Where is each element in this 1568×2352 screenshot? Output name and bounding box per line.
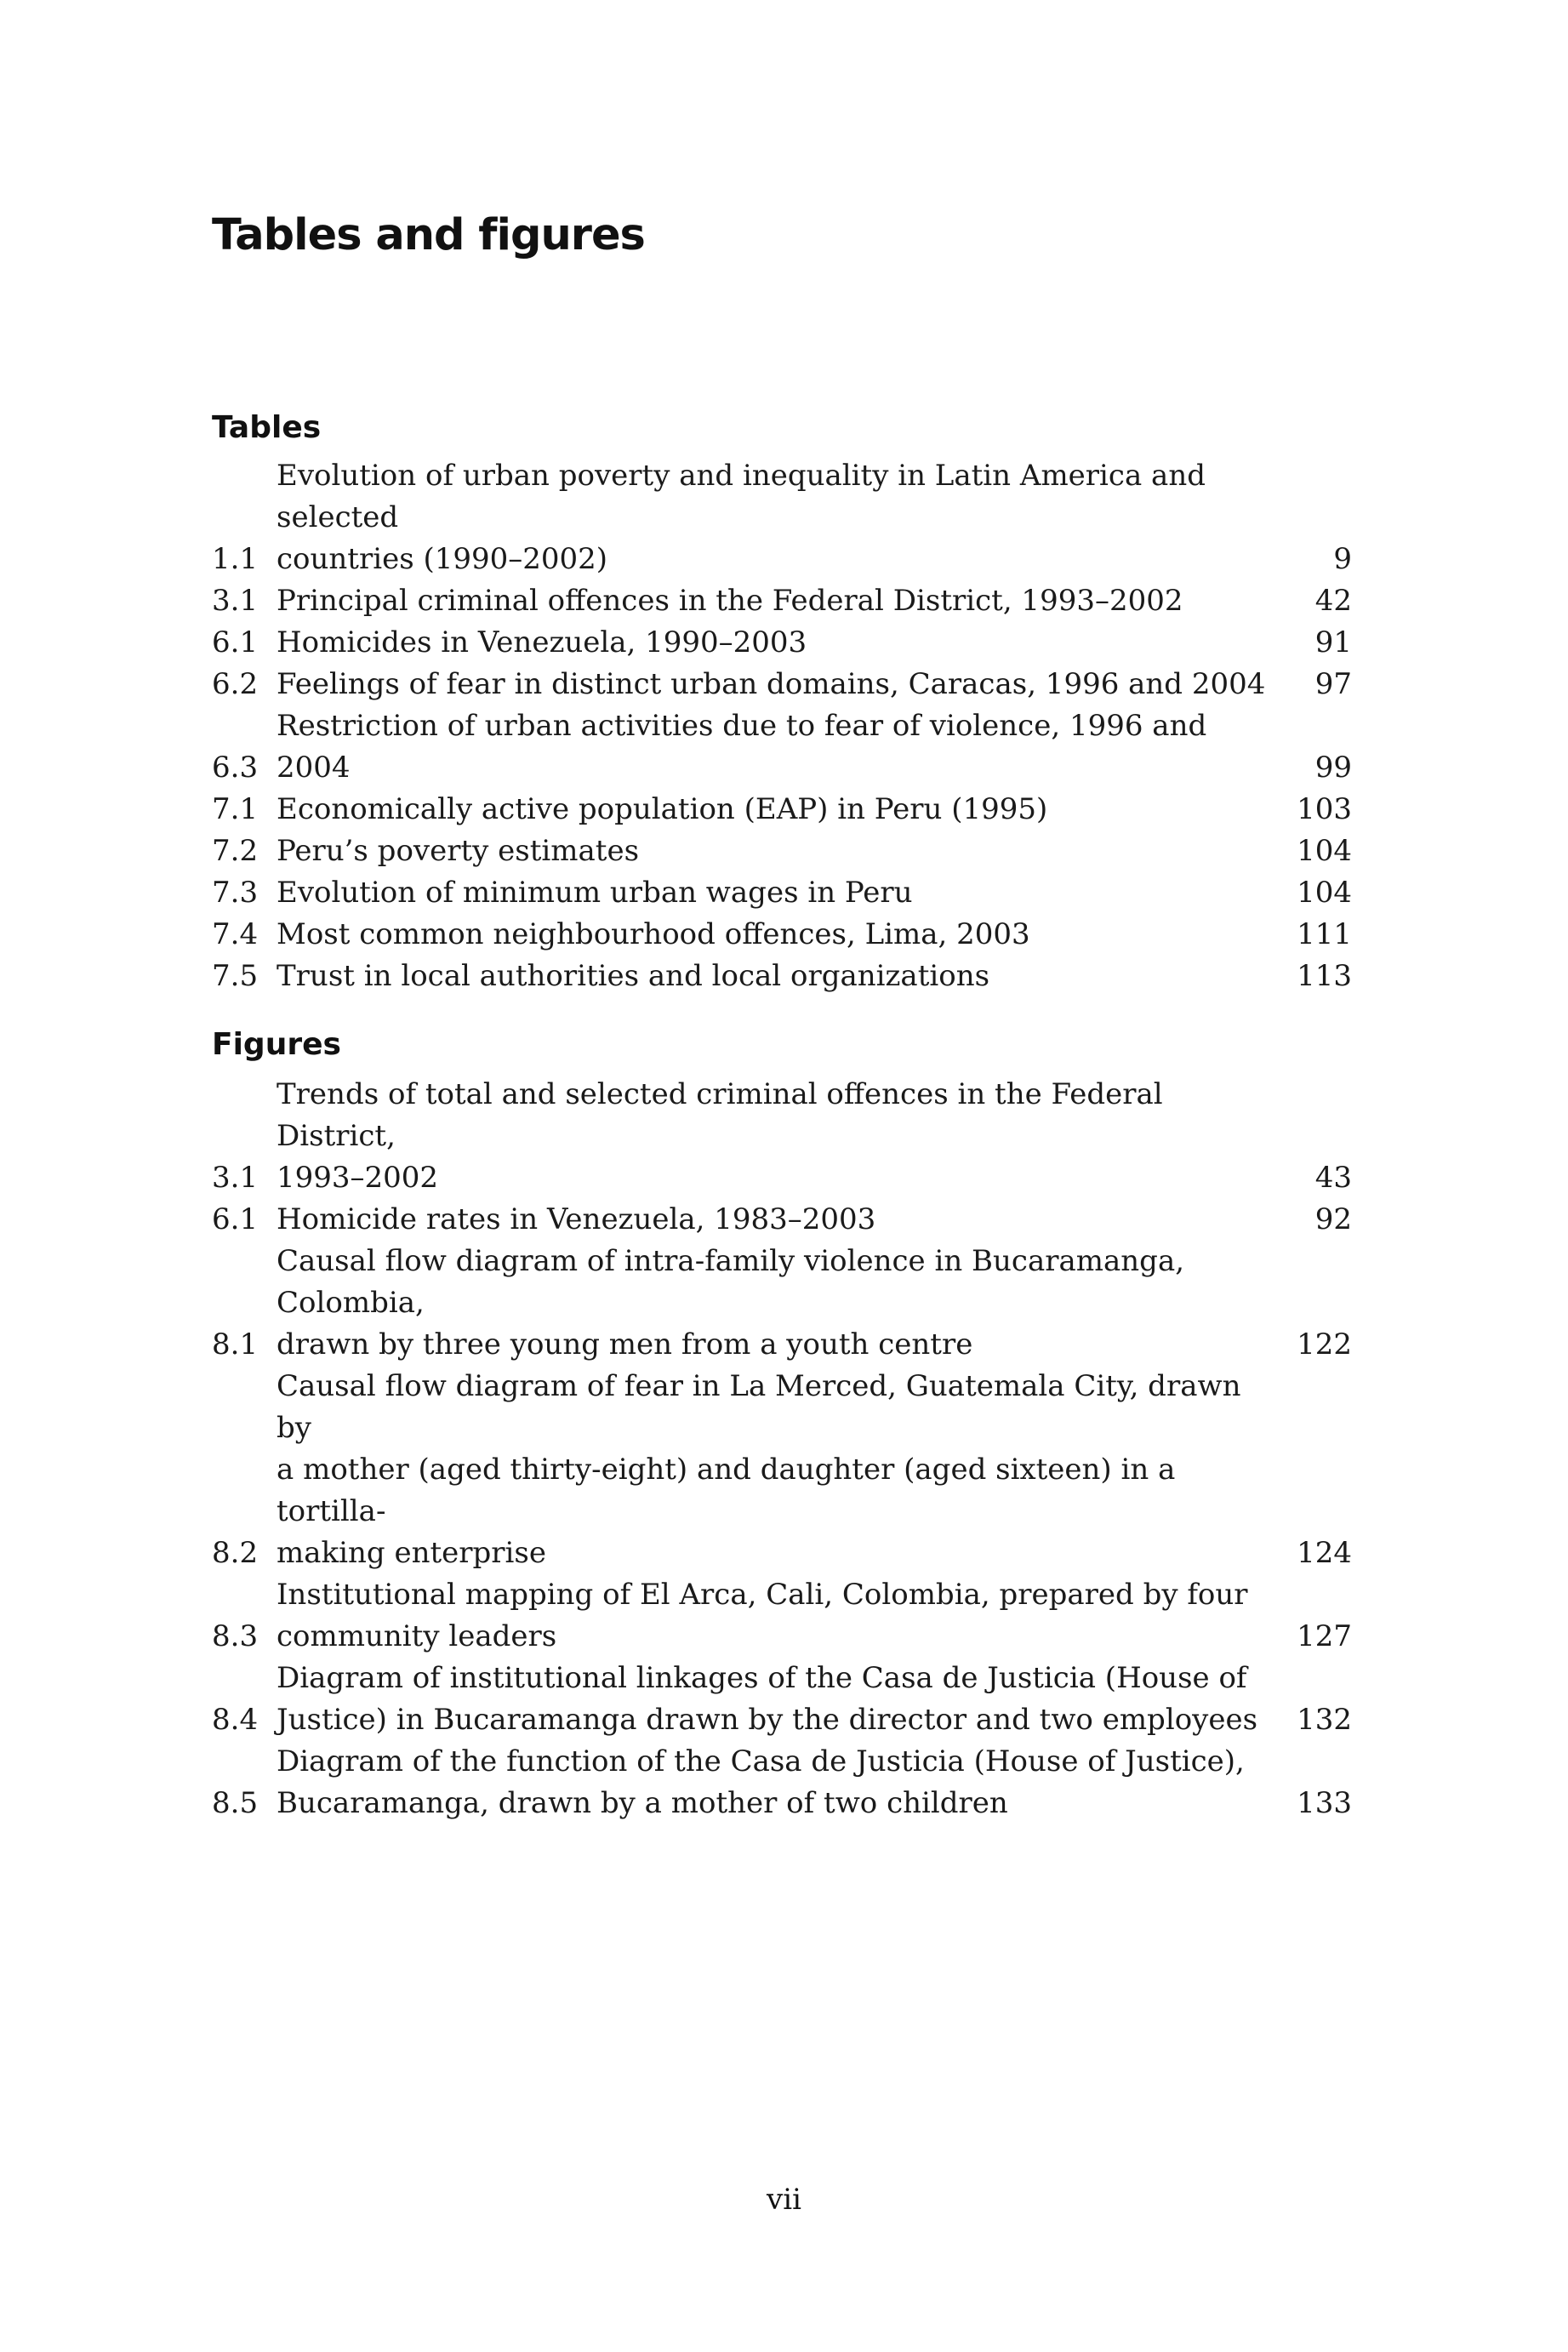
entry-number: 8.4 xyxy=(212,1703,259,1737)
figures-list xyxy=(212,1074,1352,1824)
list-item xyxy=(212,705,1352,789)
entry-title-line: a mother (aged thirty-eight) and daughter (aged sixteen) in a tortilla- xyxy=(277,1453,1176,1528)
entry-title-line: Principal criminal offences in the Federal District, 1993–2002 xyxy=(277,584,1183,618)
entry-title xyxy=(277,664,1292,705)
entry-title-line: Diagram of institutional linkages of the Casa de Justicia (House of xyxy=(277,1661,1247,1695)
entry-title xyxy=(277,914,1292,956)
entry-title-line: making enterprise xyxy=(277,1536,546,1570)
entry-title-line: Evolution of urban poverty and inequality in Latin America and selected xyxy=(277,459,1206,534)
entry-title-line: Homicides in Venezuela, 1990–2003 xyxy=(277,625,807,659)
list-item xyxy=(212,1741,1352,1824)
list-item xyxy=(212,1658,1352,1741)
tables-heading: Tables xyxy=(212,410,322,445)
entry-page-number: 132 xyxy=(1297,1703,1352,1737)
entry-page-number: 124 xyxy=(1297,1536,1352,1570)
list-item xyxy=(212,455,1352,580)
entry-title-line: Homicide rates in Venezuela, 1983–2003 xyxy=(277,1202,876,1236)
list-item xyxy=(212,831,1352,872)
entry-title-line: Justice) in Bucaramanga drawn by the director and two employees xyxy=(277,1703,1258,1737)
entry-title xyxy=(277,455,1292,580)
entry-title xyxy=(277,705,1292,789)
entry-title-line: Causal flow diagram of fear in La Merced, Guatemala City, drawn by xyxy=(277,1369,1241,1445)
entry-title xyxy=(277,1366,1292,1574)
list-item xyxy=(212,872,1352,914)
entry-title-line: Economically active population (EAP) in Peru (1995) xyxy=(277,792,1048,826)
entry-number: 7.3 xyxy=(212,876,259,910)
list-item xyxy=(212,914,1352,956)
entry-title xyxy=(277,956,1292,997)
list-item xyxy=(212,622,1352,664)
page-title: Tables and figures xyxy=(212,210,645,260)
entry-number: 6.3 xyxy=(212,751,259,785)
entry-title xyxy=(277,622,1292,664)
entry-page-number: 42 xyxy=(1314,584,1352,618)
entry-page-number: 9 xyxy=(1333,542,1352,576)
list-item xyxy=(212,1574,1352,1658)
entry-title-line: drawn by three young men from a youth centre xyxy=(277,1327,973,1362)
entry-page-number: 92 xyxy=(1314,1202,1352,1236)
entry-title xyxy=(277,1741,1292,1824)
list-item xyxy=(212,1366,1352,1574)
entry-title xyxy=(277,831,1292,872)
entry-title-line: Feelings of fear in distinct urban domains, Caracas, 1996 and 2004 xyxy=(277,667,1266,701)
entry-page-number: 111 xyxy=(1297,917,1352,951)
list-item xyxy=(212,789,1352,831)
page-number: vii xyxy=(767,2183,801,2217)
entry-page-number: 91 xyxy=(1314,625,1352,659)
entry-title-line: Diagram of the function of the Casa de Justicia (House of Justice), xyxy=(277,1744,1245,1778)
entry-title xyxy=(277,1574,1292,1658)
entry-title xyxy=(277,872,1292,914)
entry-title-line: Institutional mapping of El Arca, Cali, Colombia, prepared by four xyxy=(277,1578,1248,1612)
tables-list xyxy=(212,455,1352,997)
entry-number: 3.1 xyxy=(212,1161,259,1195)
figures-heading: Figures xyxy=(212,1027,341,1062)
entry-title-line: Most common neighbourhood offences, Lima, 2003 xyxy=(277,917,1030,951)
entry-number: 8.1 xyxy=(212,1327,259,1362)
entry-title-line: countries (1990–2002) xyxy=(277,542,608,576)
entry-title-line: Bucaramanga, drawn by a mother of two children xyxy=(277,1786,1008,1820)
entry-page-number: 97 xyxy=(1314,667,1352,701)
entry-page-number: 104 xyxy=(1297,876,1352,910)
entry-title-line: community leaders xyxy=(277,1619,557,1653)
entry-page-number: 103 xyxy=(1297,792,1352,826)
entry-title-line: Causal flow diagram of intra-family violence in Bucaramanga, Colombia, xyxy=(277,1244,1185,1320)
entry-title xyxy=(277,580,1292,622)
entry-number: 7.2 xyxy=(212,834,259,868)
entry-number: 7.1 xyxy=(212,792,259,826)
entry-title-line: Peru’s poverty estimates xyxy=(277,834,640,868)
entry-page-number: 122 xyxy=(1297,1327,1352,1362)
entry-number: 6.1 xyxy=(212,625,259,659)
entry-page-number: 133 xyxy=(1297,1786,1352,1820)
entry-title-line: Evolution of minimum urban wages in Peru xyxy=(277,876,913,910)
entry-title xyxy=(277,1074,1292,1199)
entry-title xyxy=(277,789,1292,831)
entry-number: 6.1 xyxy=(212,1202,259,1236)
entry-number: 3.1 xyxy=(212,584,259,618)
entry-title xyxy=(277,1199,1292,1241)
entry-title-line: Trends of total and selected criminal offences in the Federal District, xyxy=(277,1077,1163,1153)
list-item xyxy=(212,1199,1352,1241)
entry-number: 8.3 xyxy=(212,1619,259,1653)
entry-page-number: 43 xyxy=(1314,1161,1352,1195)
list-item xyxy=(212,1241,1352,1366)
list-item xyxy=(212,580,1352,622)
entry-page-number: 99 xyxy=(1314,751,1352,785)
entry-number: 7.4 xyxy=(212,917,259,951)
entry-number: 7.5 xyxy=(212,959,259,993)
entry-number: 6.2 xyxy=(212,667,259,701)
entry-page-number: 104 xyxy=(1297,834,1352,868)
entry-number: 8.2 xyxy=(212,1536,259,1570)
entry-title-line: 1993–2002 xyxy=(277,1161,439,1195)
entry-title-line: Restriction of urban activities due to fear of violence, 1996 and 2004 xyxy=(277,709,1207,785)
entry-title xyxy=(277,1241,1292,1366)
list-item xyxy=(212,956,1352,997)
entry-title-line: Trust in local authorities and local organizations xyxy=(277,959,990,993)
list-item xyxy=(212,664,1352,705)
list-item xyxy=(212,1074,1352,1199)
entry-page-number: 113 xyxy=(1297,959,1352,993)
entry-number: 8.5 xyxy=(212,1786,259,1820)
entry-page-number: 127 xyxy=(1297,1619,1352,1653)
entry-number: 1.1 xyxy=(212,542,259,576)
entry-title xyxy=(277,1658,1292,1741)
